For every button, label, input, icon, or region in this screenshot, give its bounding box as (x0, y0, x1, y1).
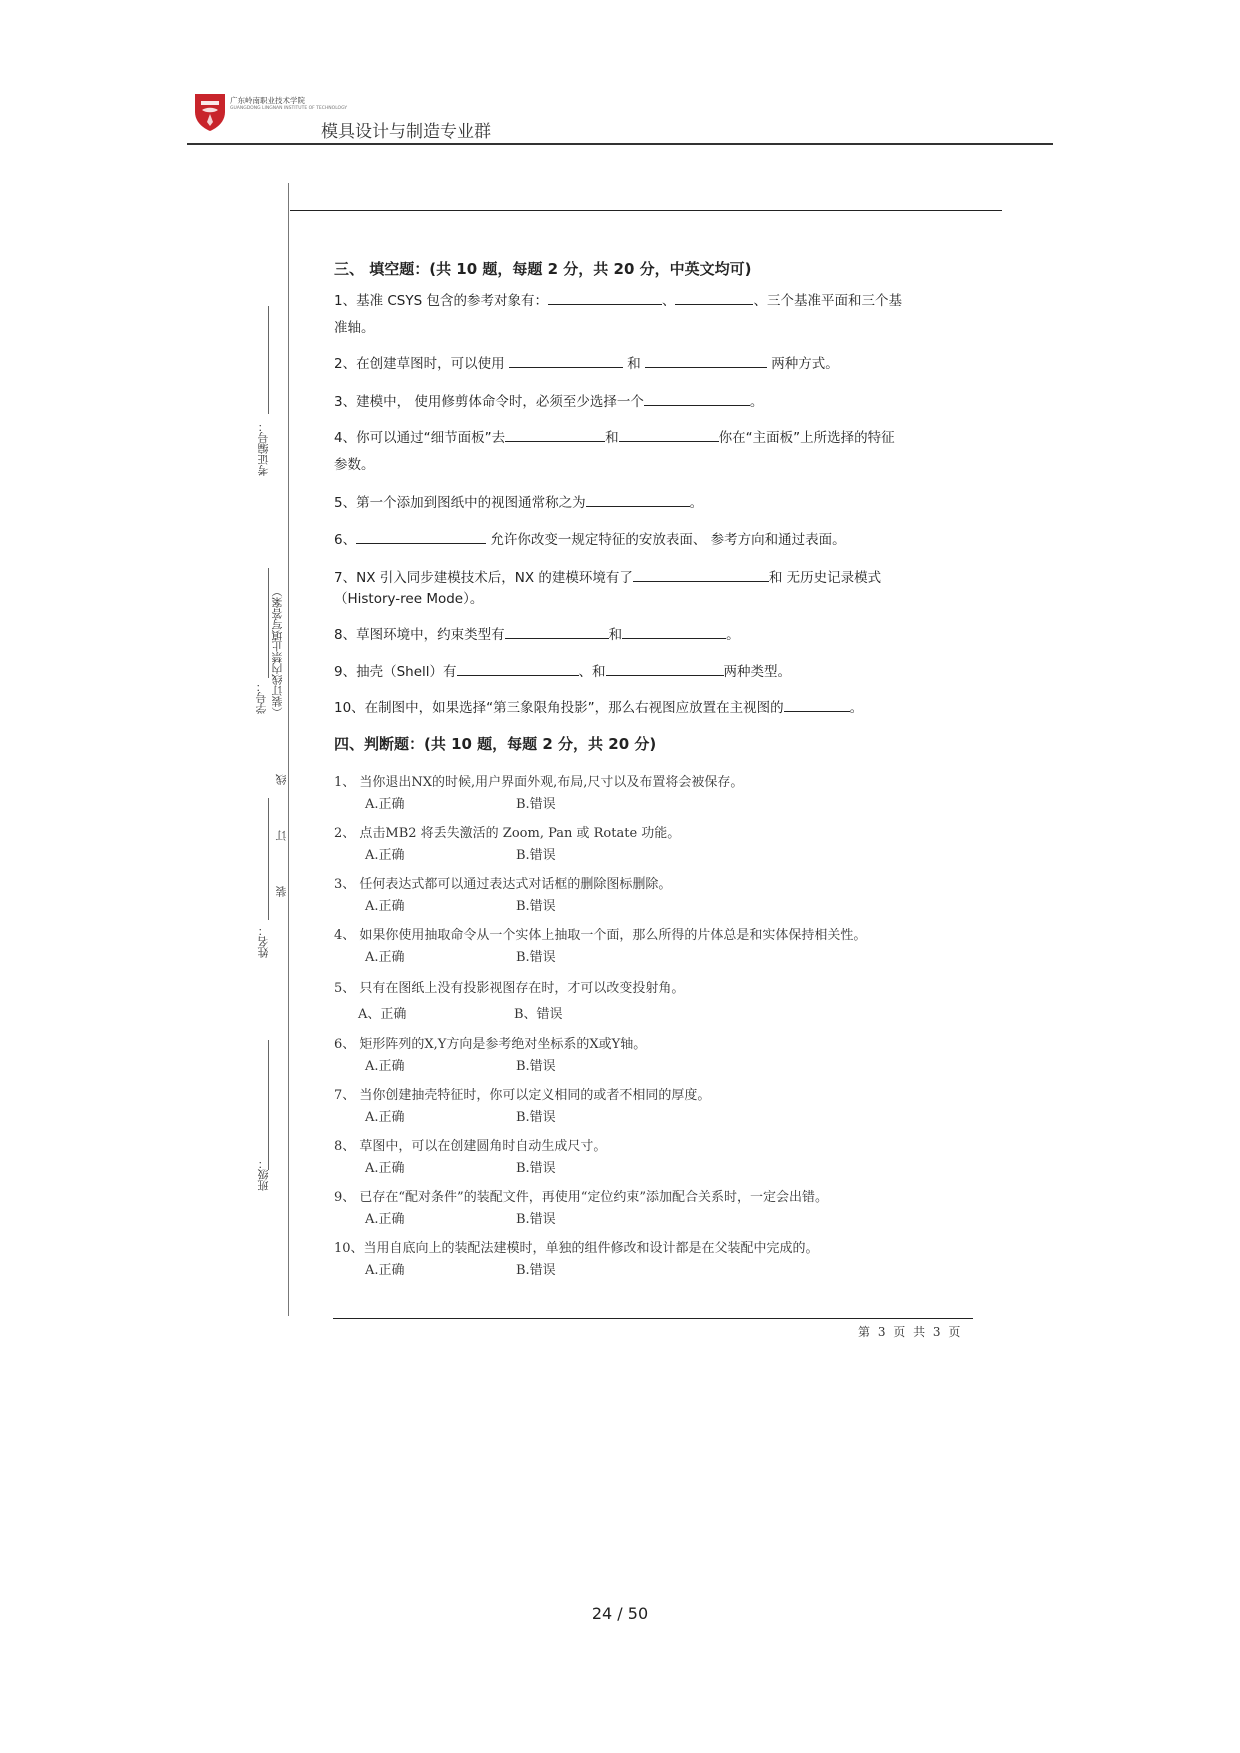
judge-9-option-b[interactable]: B.错误 (516, 1212, 556, 1227)
school-logo (193, 92, 227, 132)
judge-question-1: 1、 当你退出NX的时候,用户界面外观,布局,尺寸以及布置将会被保存。 (334, 775, 744, 790)
binding-char-zhuang: 装 (275, 886, 288, 897)
binding-char-ding: 订 (275, 830, 288, 841)
q9-text-a: 9、抽壳（Shell）有 (334, 664, 457, 680)
school-name-cn: 广东岭南职业技术学院 (230, 96, 305, 105)
judge-question-9: 9、 已存在“配对条件”的装配文件，再使用“定位约束”添加配合关系时，一定会出错。 (334, 1190, 828, 1205)
school-name (230, 97, 347, 111)
shield-logo-icon (193, 92, 227, 132)
binding-char-line: 线 (275, 774, 288, 785)
fill-question-4 (334, 425, 974, 479)
judge-question-6: 6、 矩形阵列的X,Y方向是参考绝对坐标系的X或Y轴。 (334, 1037, 647, 1052)
judge-10-option-a[interactable]: A.正确 (365, 1263, 405, 1278)
q3-blank-1 (644, 391, 750, 406)
q8-text-c: 。 (726, 627, 740, 643)
q8-text-a: 8、草图环境中，约束类型有 (334, 627, 505, 643)
q9-text-b: 、和 (578, 664, 606, 680)
q2-text-c: 两种方式。 (771, 356, 839, 372)
judge-2-option-a[interactable]: A.正确 (365, 848, 405, 863)
student-no-label: 学号： (255, 681, 268, 714)
q4-text-d: 参数。 (334, 457, 375, 473)
exam-no-label: 考证编号： (257, 421, 270, 476)
judge-8-option-a[interactable]: A.正确 (365, 1161, 405, 1176)
section-4-heading: 四、判断题：(共 10 题，每题 2 分，共 20 分) (334, 735, 657, 753)
student-no-fill-line (268, 568, 269, 678)
q1-blank-2 (675, 290, 753, 305)
q5-blank-1 (586, 492, 690, 507)
fill-question-9 (334, 659, 974, 686)
q5-text-a: 5、第一个添加到图纸中的视图通常称之为 (334, 495, 586, 511)
q5-text-b: 。 (689, 495, 704, 511)
judge-question-4: 4、 如果你使用抽取命令从一个实体上抽取一个面，那么所得的片体总是和实体保持相关性。 (334, 928, 867, 943)
judge-7-option-b[interactable]: B.错误 (516, 1110, 556, 1125)
q8-text-b: 和 (608, 627, 623, 643)
judge-6-option-b[interactable]: B.错误 (516, 1059, 556, 1074)
name-label: 姓名： (257, 925, 270, 958)
q9-blank-1 (457, 661, 579, 676)
q3-text-b: 。 (749, 394, 764, 410)
q8-blank-1 (505, 624, 609, 639)
q9-blank-2 (606, 661, 724, 676)
q1-text-a: 1、基准 CSYS 包含的参考对象有： (334, 293, 548, 309)
fill-question-10 (334, 695, 974, 722)
q7-text-c: （History-ree Mode）。 (334, 591, 484, 607)
fill-question-3 (334, 389, 974, 416)
q1-text-b: 、 (661, 293, 676, 309)
page-header-title: 模具设计与制造专业群 (321, 122, 491, 142)
fill-question-8 (334, 622, 974, 649)
q6-blank-1 (356, 529, 486, 544)
q6-text-b: 允许你改变一规定特征的安放表面、 参考方向和通过表面。 (490, 532, 846, 548)
q1-text-d: 准轴。 (334, 320, 375, 336)
judge-6-option-a[interactable]: A.正确 (365, 1059, 405, 1074)
q10-blank-1 (784, 697, 850, 712)
judge-5-option-a[interactable]: A、正确 (358, 1007, 407, 1022)
judge-question-2: 2、 点击MB2 将丢失激活的 Zoom, Pan 或 Rotate 功能。 (334, 826, 681, 841)
pdf-page-counter: 24 / 50 (591, 1604, 649, 1623)
q9-text-c: 两种类型。 (723, 664, 792, 680)
judge-8-option-b[interactable]: B.错误 (516, 1161, 556, 1176)
q2-blank-1 (509, 353, 623, 368)
judge-question-3: 3、 任何表达式都可以通过表达式对话框的删除图标删除。 (334, 877, 672, 892)
q10-text-a: 10、在制图中，如果选择“第三象限角投影”，那么右视图应放置在主视图的 (334, 700, 784, 716)
q7-text-a: 7、NX 引入同步建模技术后，NX 的建模环境有了 (334, 570, 633, 586)
fill-question-6 (334, 527, 974, 554)
judge-question-5: 5、 只有在图纸上没有投影视图存在时，才可以改变投射角。 (334, 981, 685, 996)
judge-3-option-b[interactable]: B.错误 (516, 899, 556, 914)
q6-text-a: 6、 (334, 532, 357, 548)
content-top-rule (290, 210, 1002, 211)
judge-7-option-a[interactable]: A.正确 (365, 1110, 405, 1125)
q4-text-b: 和 (605, 430, 619, 446)
judge-question-10: 10、当用自底向上的装配法建模时，单独的组件修改和设计都是在父装配中完成的。 (334, 1241, 819, 1256)
judge-10-option-b[interactable]: B.错误 (516, 1263, 556, 1278)
q4-blank-1 (505, 427, 605, 442)
q2-blank-2 (645, 353, 767, 368)
q1-text-c: 、三个基准平面和三个基 (753, 293, 902, 309)
name-fill-line (268, 798, 269, 920)
class-label: 班级： (257, 1158, 270, 1191)
no-write-note: （装订线内禁止填写答案） (271, 586, 284, 718)
page-note: 第 3 页 共 3 页 (858, 1325, 963, 1339)
binding-line (288, 183, 289, 1316)
q3-text-a: 3、建模中， 使用修剪体命令时，必须至少选择一个 (334, 394, 644, 410)
judge-4-option-a[interactable]: A.正确 (365, 950, 405, 965)
q10-text-b: 。 (849, 700, 864, 716)
judge-1-option-a[interactable]: A.正确 (365, 797, 405, 812)
judge-question-7: 7、 当你创建抽壳特征时，你可以定义相同的或者不相同的厚度。 (334, 1088, 711, 1103)
section-3-heading: 三、 填空题：(共 10 题，每题 2 分，共 20 分，中英文均可) (334, 260, 752, 278)
judge-1-option-b[interactable]: B.错误 (516, 797, 556, 812)
content-bottom-rule (333, 1318, 973, 1319)
class-fill-line (268, 1040, 269, 1170)
judge-2-option-b[interactable]: B.错误 (516, 848, 556, 863)
q8-blank-2 (622, 624, 726, 639)
q2-text-a: 2、在创建草图时，可以使用 (334, 356, 505, 372)
fill-question-1 (334, 288, 974, 342)
judge-4-option-b[interactable]: B.错误 (516, 950, 556, 965)
q2-text-b: 和 (627, 356, 641, 372)
q7-blank-1 (633, 567, 769, 582)
judge-question-8: 8、 草图中，可以在创建圆角时自动生成尺寸。 (334, 1139, 607, 1154)
fill-question-7 (334, 567, 974, 610)
q7-text-b: 和 无历史记录模式 (768, 570, 882, 586)
q4-text-c: 你在“主面板”上所选择的特征 (718, 430, 895, 446)
q4-blank-2 (619, 427, 719, 442)
judge-3-option-a[interactable]: A.正确 (365, 899, 405, 914)
school-name-en: GUANGDONG LINGNAN INSTITUTE OF TECHNOLOGY (230, 105, 348, 111)
fill-question-2 (334, 351, 974, 378)
q4-text-a: 4、你可以通过“细节面板”去 (334, 430, 506, 446)
judge-9-option-a[interactable]: A.正确 (365, 1212, 405, 1227)
q1-blank-1 (548, 290, 662, 305)
header-divider (187, 143, 1053, 145)
fill-question-5 (334, 490, 974, 517)
exam-no-fill-line (268, 306, 269, 414)
judge-5-option-b[interactable]: B、错误 (514, 1007, 563, 1022)
